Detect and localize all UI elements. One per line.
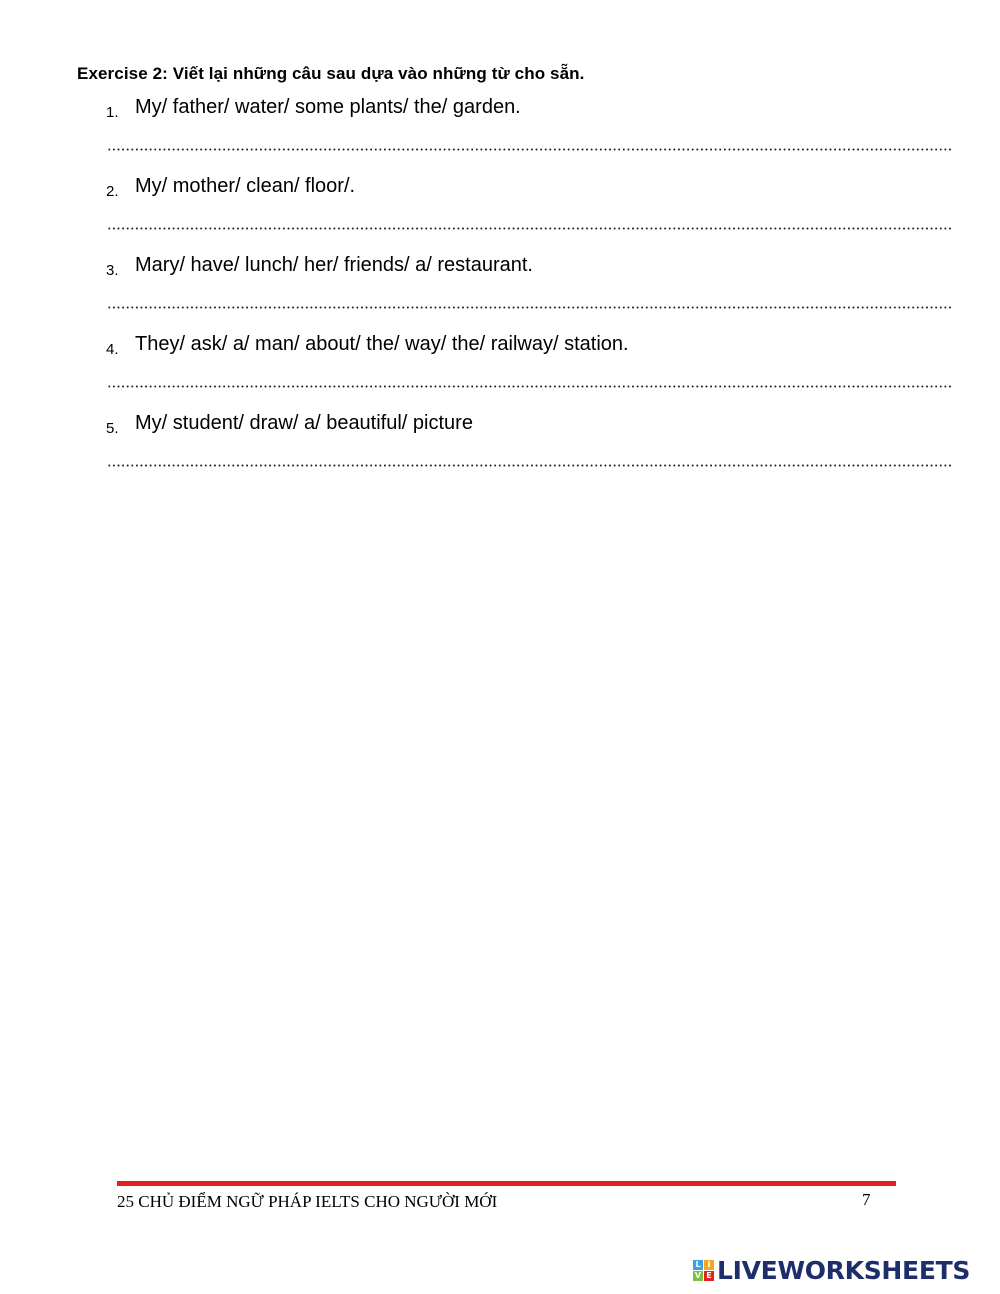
- item-number: 3.: [106, 262, 119, 279]
- exercise-item-4: [0, 331, 1000, 410]
- answer-input-3[interactable]: [107, 296, 950, 322]
- exercise-item-3: [0, 252, 1000, 331]
- answer-input-5[interactable]: [107, 454, 950, 480]
- logo-tile-i: I: [704, 1260, 714, 1270]
- logo-tile-e: E: [704, 1271, 714, 1281]
- item-prompt: My/ student/ draw/ a/ beautiful/ picture: [135, 412, 473, 434]
- item-prompt: Mary/ have/ lunch/ her/ friends/ a/ restaurant.: [135, 254, 533, 276]
- answer-input-4[interactable]: [107, 375, 950, 401]
- answer-input-2[interactable]: [107, 217, 950, 243]
- item-number: 4.: [106, 341, 119, 358]
- exercise-item-1: [0, 94, 1000, 173]
- brand-watermark[interactable]: [693, 1253, 970, 1287]
- answer-input-1[interactable]: [107, 138, 950, 164]
- item-number: 1.: [106, 104, 119, 121]
- logo-tile-v: V: [694, 1270, 702, 1280]
- exercise-heading: Exercise 2: Viết lại những câu sau dựa vào những từ cho sẵn.: [77, 64, 585, 83]
- item-prompt: My/ father/ water/ some plants/ the/ garden.: [135, 96, 521, 118]
- item-prompt: My/ mother/ clean/ floor/.: [135, 175, 356, 197]
- exercise-item-5: [0, 410, 1000, 489]
- logo-tile-l: L: [693, 1260, 703, 1270]
- footer-divider: [117, 1181, 896, 1186]
- footer-title: 25 CHỦ ĐIỂM NGỮ PHÁP IELTS CHO NGƯỜI MỚI: [117, 1192, 498, 1211]
- item-number: 2.: [106, 183, 119, 200]
- exercise-item-2: [0, 173, 1000, 252]
- brand-name: LIVEWORKSHEETS: [717, 1255, 971, 1285]
- liveworksheets-logo-icon: [693, 1260, 714, 1281]
- item-prompt: They/ ask/ a/ man/ about/ the/ way/ the/ railway/ station.: [135, 333, 629, 355]
- item-number: 5.: [106, 420, 119, 437]
- page-number: 7: [862, 1190, 871, 1209]
